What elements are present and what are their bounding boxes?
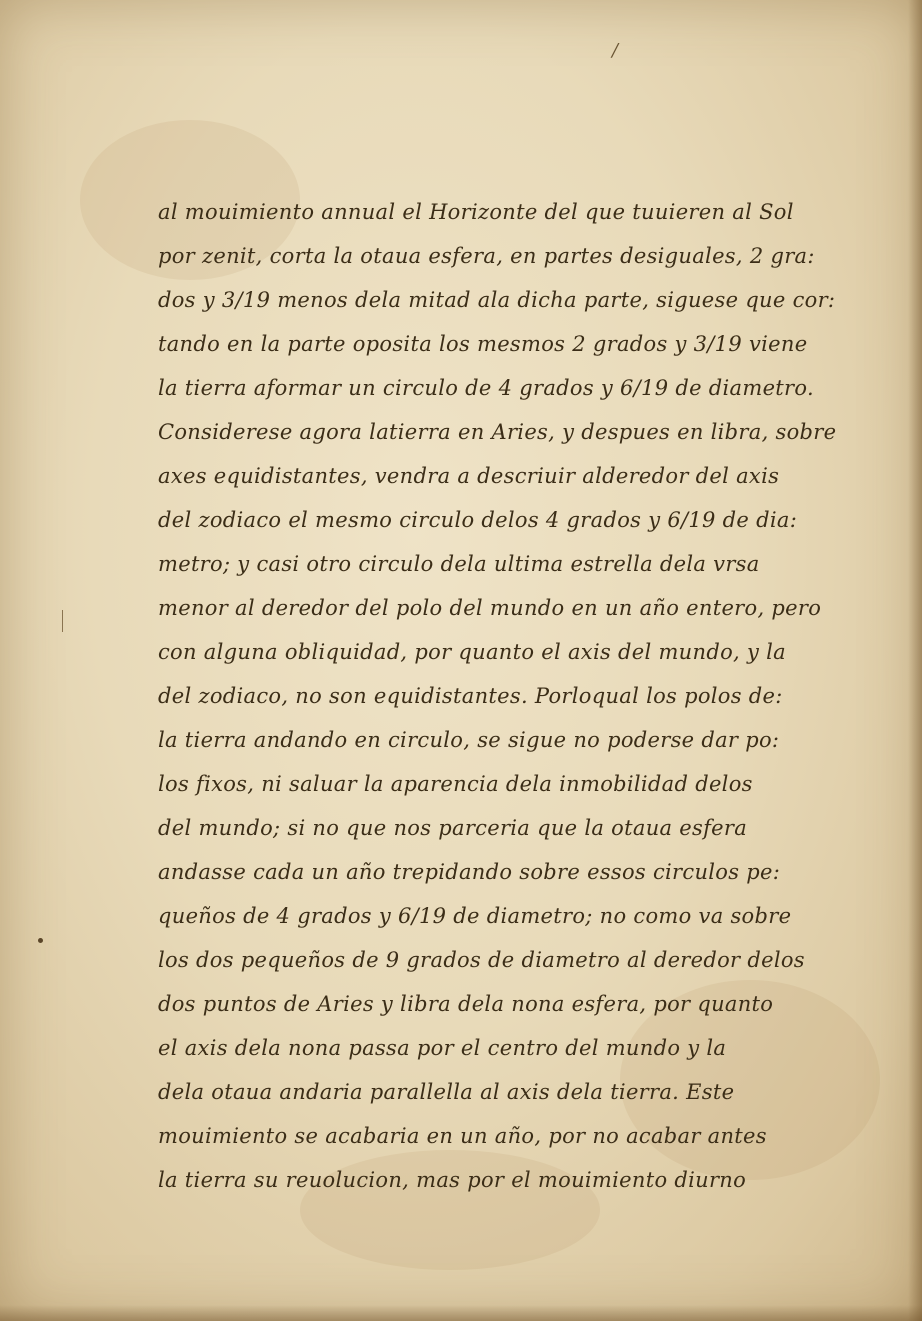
manuscript-line: axes equidistantes, vendra a descriuir alderedor del axis	[158, 464, 780, 488]
manuscript-line: dela otaua andaria parallella al axis dela tierra. Este	[158, 1080, 735, 1104]
manuscript-line: los fixos, ni saluar la aparencia dela inmobilidad delos	[158, 772, 753, 796]
manuscript-line: queños de 4 grados y 6/19 de diametro; no como va sobre	[158, 904, 792, 928]
manuscript-line: dos puntos de Aries y libra dela nona esfera, por quanto	[158, 992, 774, 1016]
manuscript-line: del zodiaco, no son equidistantes. Porloqual los polos de:	[158, 684, 783, 708]
manuscript-line: los dos pequeños de 9 grados de diametro al deredor delos	[158, 948, 805, 972]
page-edge-shadow	[908, 0, 922, 1321]
manuscript-line: por zenit, corta la otaua esfera, en partes desiguales, 2 gra:	[158, 244, 815, 268]
manuscript-line: la tierra su reuolucion, mas por el mouimiento diurno	[158, 1168, 747, 1192]
manuscript-line: tando en la parte oposita los mesmos 2 grados y 3/19 viene	[158, 332, 808, 356]
manuscript-line: la tierra andando en circulo, se sigue no poderse dar po:	[158, 728, 780, 752]
manuscript-line: dos y 3/19 menos dela mitad ala dicha parte, siguese que cor:	[158, 288, 836, 312]
manuscript-line: el axis dela nona passa por el centro del mundo y la	[158, 1036, 727, 1060]
manuscript-line: andasse cada un año trepidando sobre essos circulos pe:	[158, 860, 781, 884]
manuscript-line: al mouimiento annual el Horizonte del que tuuieren al Sol	[158, 200, 794, 224]
manuscript-line: mouimiento se acabaria en un año, por no acabar antes	[158, 1124, 767, 1148]
manuscript-line: del mundo; si no que nos parceria que la otaua esfera	[158, 816, 748, 840]
manuscript-line: menor al deredor del polo del mundo en un año entero, pero	[158, 596, 822, 620]
folio-mark: /	[612, 40, 619, 61]
ink-dot	[38, 938, 43, 943]
manuscript-line: metro; y casi otro circulo dela ultima estrella dela vrsa	[158, 552, 760, 576]
manuscript-line: del zodiaco el mesmo circulo delos 4 grados y 6/19 de dia:	[158, 508, 798, 532]
manuscript-line: con alguna obliquidad, por quanto el axis del mundo, y la	[158, 640, 786, 664]
manuscript-line: la tierra aformar un circulo de 4 grados y 6/19 de diametro.	[158, 376, 814, 400]
margin-mark	[62, 610, 63, 632]
page-edge-shadow	[0, 1305, 922, 1321]
manuscript-line: Considerese agora latierra en Aries, y despues en libra, sobre	[158, 420, 837, 444]
